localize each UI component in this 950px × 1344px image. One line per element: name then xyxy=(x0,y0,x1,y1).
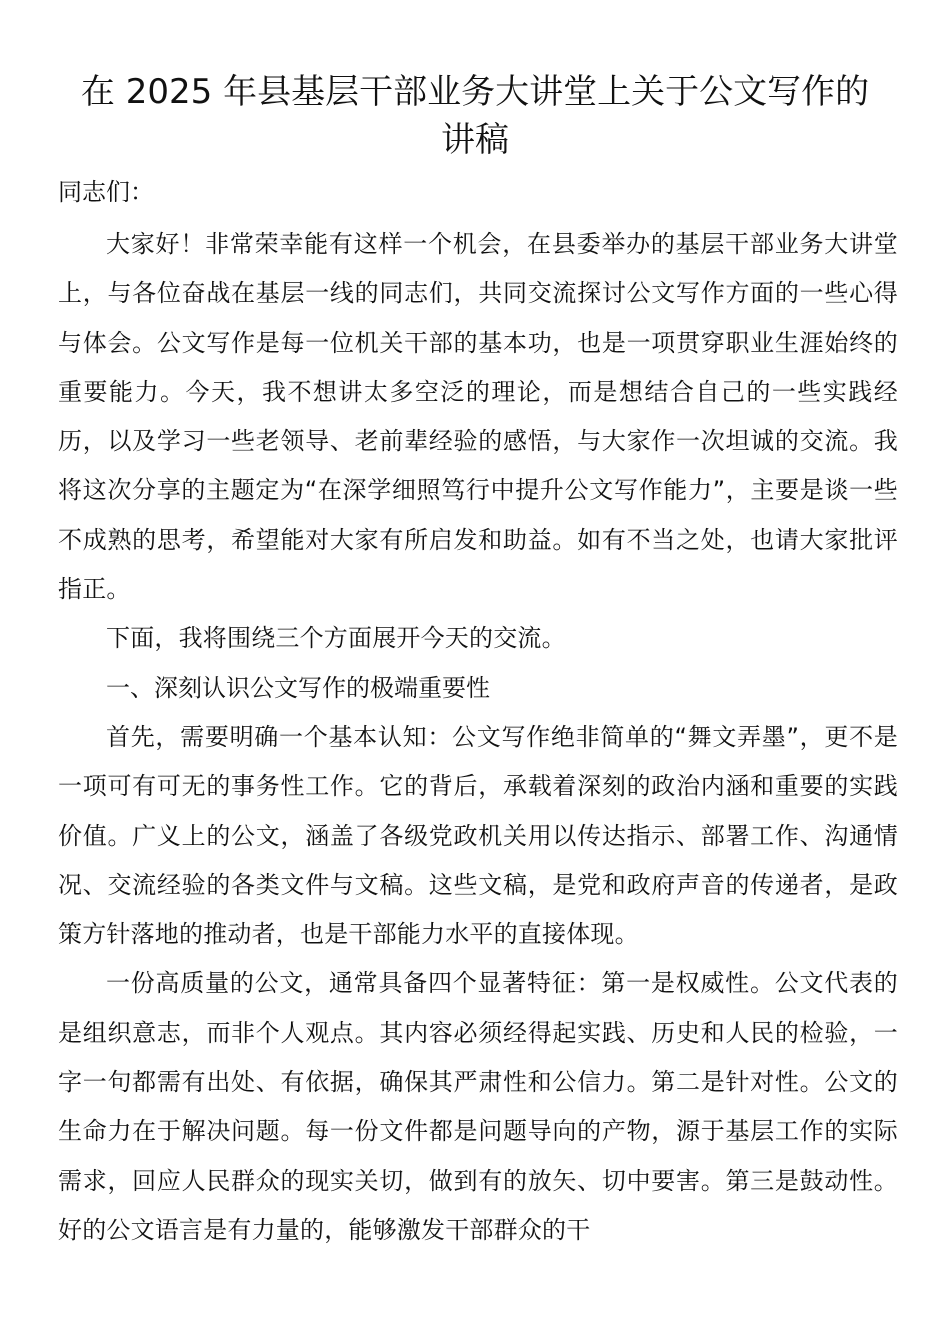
section-heading-1: 一、深刻认识公文写作的极端重要性 xyxy=(106,673,490,702)
paragraph-intro: 大家好！非常荣幸能有这样一个机会，在县委举办的基层干部业务大讲堂上，与各位奋战在基层一线的同志们，共同交流探讨公文写作方面的一些心得与体会。公文写作是每一位机关干部的基本功，也是一项贯穿职业生涯始终的重要能力。今天，我不想讲太多空泛的理论，而是想结合自己的一些实践经历，以及学习一些老领导、老前辈经验的感悟，与大家作一次坦诚的交流。我将这次分享的主题定为“在深学细照笃行中提升公文写作能力”，主要是谈一些不成熟的思考，希望能对大家有所启发和助益。如有不当之处，也请大家批评指正。 xyxy=(58,230,898,604)
document-body xyxy=(58,220,898,1255)
salutation: 同志们： xyxy=(58,178,154,206)
document-title-line-1: 在 2025 年县基层干部业务大讲堂上关于公文写作的 xyxy=(80,72,870,112)
document-title-line-2: 讲稿 xyxy=(441,120,509,160)
paragraph-section1-b: 一份高质量的公文，通常具备四个显著特征：第一是权威性。公文代表的是组织意志，而非个人观点。其内容必须经得起实践、历史和人民的检验，一字一句都需有出处、有依据，确保其严肃性和公信力。第二是针对性。公文的生命力在于解决问题。每一份文件都是问题导向的产物，源于基层工作的实际需求，回应人民群众的现实关切，做到有的放矢、切中要害。第三是鼓动性。好的公文语言是有力量的，能够激发干部群众的干 xyxy=(58,969,898,1244)
paragraph-section1-a: 首先，需要明确一个基本认知：公文写作绝非简单的“舞文弄墨”，更不是一项可有可无的事务性工作。它的背后，承载着深刻的政治内涵和重要的实践价值。广义上的公文，涵盖了各级党政机关用以传达指示、部署工作、沟通情况、交流经验的各类文件与文稿。这些文稿，是党和政府声音的传递者，是政策方针落地的推动者，也是干部能力水平的直接体现。 xyxy=(58,722,898,949)
paragraph-outline: 下面，我将围绕三个方面展开今天的交流。 xyxy=(106,624,566,653)
